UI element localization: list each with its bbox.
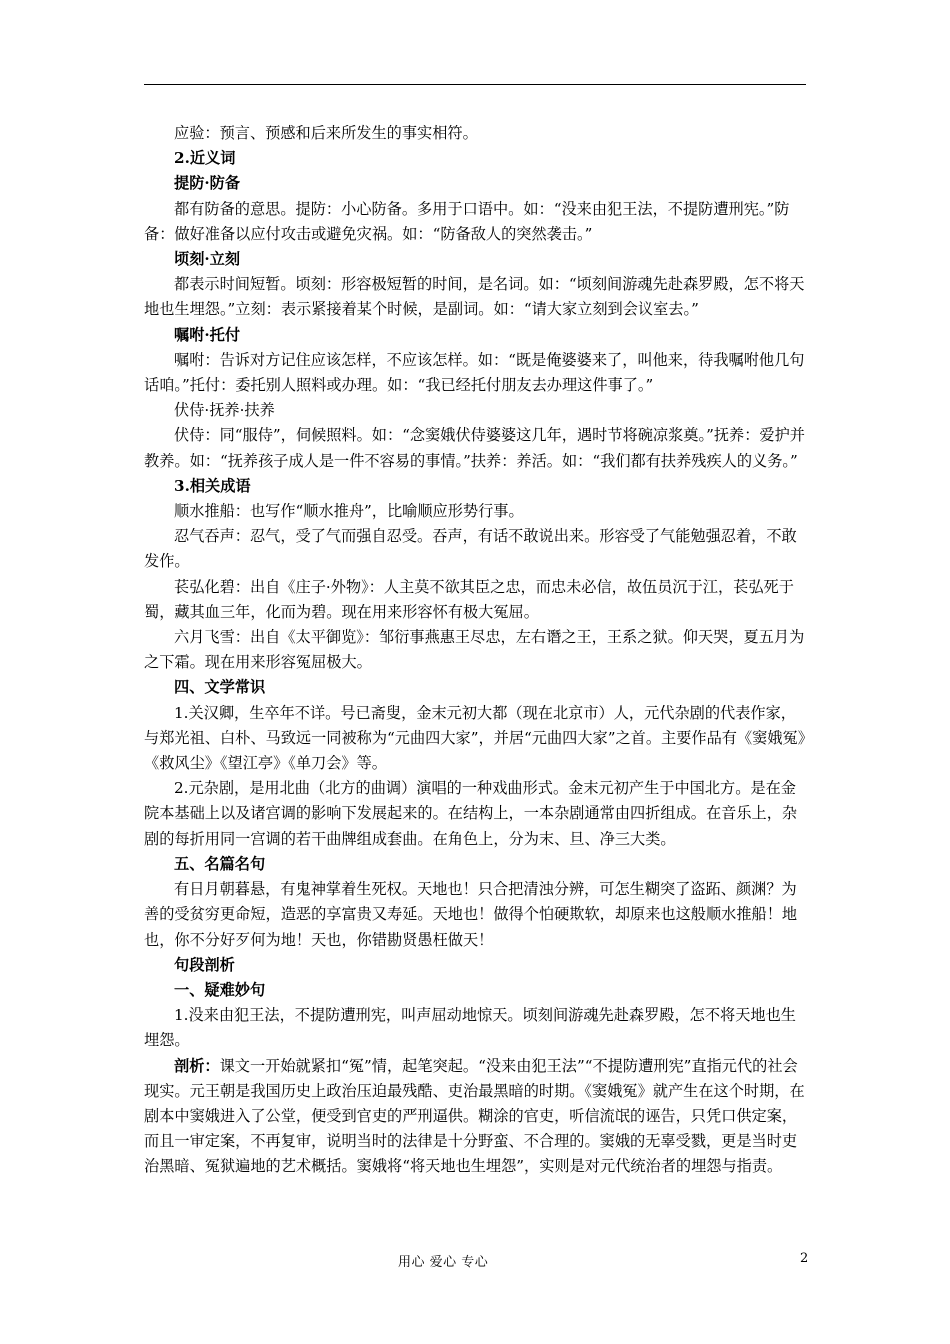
paragraph: 嘱咐·托付 xyxy=(174,325,241,344)
footer-motto: 用心 爱心 专心 xyxy=(398,1255,489,1270)
page-number: 2 xyxy=(800,1251,809,1266)
paragraph: 嘱咐：告诉对方记住应该怎样，不应该怎样。如：“既是俺婆婆来了，叫他来，待我嘱咐他几句话咱。”托付：委托别人照料或办理。如：“我已经托付朋友去办理这件事了。” xyxy=(144,350,805,395)
paragraph-text: 课文一开始就紧扣“冤”情，起笔突起。“没来由犯王法”“不提防遭刑宪”直指元代的社会现实。元王朝是我国历史上政治压迫最残酷、吏治最黑暗的时期。《窦娥冤》就产生在这个时期，在剧本中窦娥进入了公堂，便受到官吏的严刑逼供。糊涂的官吏，听信流氓的诬告，只凭口供定案，而且一审定案，不再复审，说明当时的法律是十分野蛮、不合理的。窦娥的无辜受戮，更是当时吏治黑暗、冤狱遍地的艺术概括。窦娥将“将天地也生埋怨”，实则是对元代统治者的埋怨与指责。 xyxy=(144,1056,805,1176)
paragraph: 伏侍·抚养·扶养 xyxy=(174,401,275,420)
paragraph: 苌弘化碧：出自《庄子·外物》：人主莫不欲其臣之忠，而忠未必信，故伍员沉于江，苌弘死于蜀，藏其血三年，化而为碧。现在用来形容怀有极大冤屈。 xyxy=(144,577,794,621)
header-rule xyxy=(144,84,806,85)
paragraph: 句段剖析 xyxy=(174,955,235,974)
paragraph: 提防·防备 xyxy=(174,174,241,193)
document-body xyxy=(144,121,806,1180)
paragraph: 3.相关成语 xyxy=(174,476,251,495)
paragraph: 一、疑难妙句 xyxy=(174,980,266,999)
paragraph xyxy=(144,1054,806,1180)
paragraph: 顺水推船：也写作“顺水推舟”，比喻顺应形势行事。 xyxy=(174,502,524,521)
paragraph: 有日月朝暮悬，有鬼神掌着生死权。天地也！只合把清浊分辨，可怎生糊突了盗跖、颜渊？为善的受贫穷更命短，造恶的享富贵又寿延。天地也！做得个怕硬欺软，却原来也这般顺水推船！地也，你不分好歹何为地！天也，你错勘贤愚枉做天！ xyxy=(144,880,798,949)
paragraph: 都有防备的意思。提防：小心防备。多用于口语中。如：“没来由犯王法，不提防遭刑宪。”防备：做好准备以应付攻击或避免灾祸。如：“防备敌人的突然袭击。” xyxy=(144,199,790,243)
paragraph: 四、文学常识 xyxy=(174,678,266,697)
paragraph: 都表示时间短暂。顷刻：形容极短暂的时间，是名词。如：“顷刻间游魂先赴森罗殿，怎不将天地也生埋怨。”立刻：表示紧接着某个时候，是副词。如：“请大家立刻到会议室去。” xyxy=(144,275,805,319)
paragraph: 六月飞雪：出自《太平御览》：邹衍事燕惠王尽忠，左右谮之王，王系之狱。仰天哭，夏五月为之下霜。现在用来形容冤屈极大。 xyxy=(144,628,805,672)
paragraph: 2.近义词 xyxy=(174,149,236,168)
paragraph: 应验：预言、预感和后来所发生的事实相符。 xyxy=(174,124,478,142)
paragraph: 忍气吞声：忍气，受了气而强自忍受。吞声，有话不敢说出来。形容受了气能勉强忍着，不敢发作。 xyxy=(144,527,797,571)
paragraph: 1.关汉卿，生卒年不详。号已斋叟，金末元初大都（现在北京市）人，元代杂剧的代表作家，与郑光祖、白朴、马致远一同被称为“元曲四大家”，并居“元曲四大家”之首。主要作品有《窦娥冤》《救风尘》《望江亭》《单刀会》等。 xyxy=(144,703,806,773)
paragraph: 伏侍：同“服侍”，伺候照料。如：“念窦娥伏侍婆婆这几年，遇时节将碗凉浆奠。”抚养：爱护并教养。如：“抚养孩子成人是一件不容易的事情。”扶养：养活。如：“我们都有扶养残疾人的义务。” xyxy=(144,426,805,470)
paragraph: 顷刻·立刻 xyxy=(174,250,241,269)
paragraph: 2.元杂剧，是用北曲（北方的曲调）演唱的一种戏曲形式。金末元初产生于中国北方。是在金院本基础上以及诸宫调的影响下发展起来的。在结构上，一本杂剧通常由四折组成。在音乐上，杂剧的每折用同一宫调的若干曲牌组成套曲。在角色上，分为末、旦、净三大类。 xyxy=(144,779,798,848)
analysis-label: 剖析： xyxy=(174,1056,220,1075)
paragraph: 五、名篇名句 xyxy=(174,854,266,873)
paragraph: 1.没来由犯王法，不提防遭刑宪，叫声屈动地惊天。顷刻间游魂先赴森罗殿，怎不将天地也生埋怨。 xyxy=(144,1006,796,1050)
